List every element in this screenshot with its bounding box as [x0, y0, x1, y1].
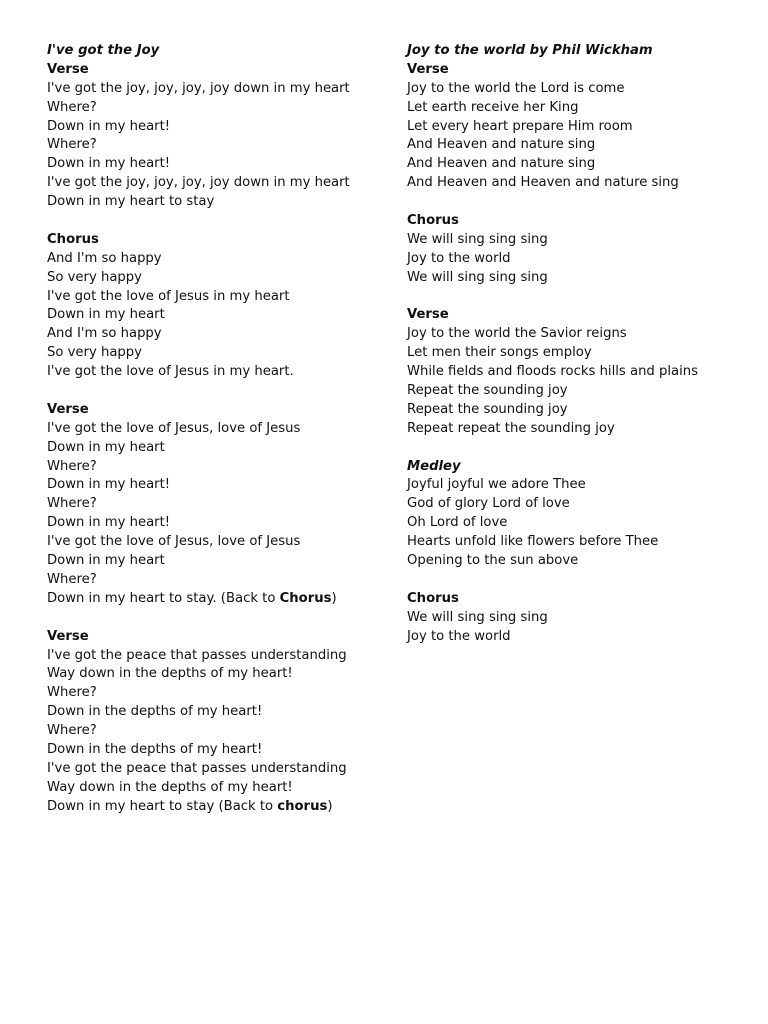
song-right-column	[407, 42, 747, 647]
lyric-line: Down in my heart!	[47, 477, 171, 493]
lyric-line: Where?	[47, 458, 97, 474]
lyric-line: Where?	[47, 685, 97, 701]
chorus-lines	[407, 231, 747, 288]
lyric-line: Where?	[47, 496, 97, 512]
song-title: I've got the Joy	[47, 43, 160, 58]
verse-lines	[47, 420, 387, 609]
section-heading-verse: Verse	[407, 307, 449, 323]
lyric-line: I've got the peace that passes understanding	[47, 760, 347, 776]
section-heading-verse: Verse	[47, 401, 89, 417]
lyric-line: Joy to the world	[407, 628, 511, 644]
lyric-line: Where?	[47, 99, 97, 115]
lyric-line: Let every heart prepare Him room	[407, 118, 633, 134]
lyric-line: Joy to the world the Lord is come	[407, 80, 625, 96]
lyric-line: Oh Lord of love	[407, 515, 508, 531]
lyric-text: Down in my heart to stay. (Back to	[47, 590, 280, 606]
lyric-line: I've got the love of Jesus in my heart	[47, 288, 290, 304]
lyric-line: Down in my heart!	[47, 118, 171, 134]
lyric-line: God of glory Lord of love	[407, 496, 570, 512]
stanza-gap	[407, 288, 747, 307]
stanza-gap	[407, 571, 747, 590]
lyric-line: Joy to the world	[407, 250, 511, 266]
lyric-line: Repeat the sounding joy	[407, 383, 568, 399]
medley-lines	[407, 476, 747, 570]
chorus-lines	[407, 609, 747, 647]
lyric-line: I've got the love of Jesus, love of Jesus	[47, 420, 301, 436]
lyric-line: Down in my heart	[47, 439, 165, 455]
lyric-line: I've got the joy, joy, joy, joy down in my heart	[47, 175, 350, 191]
section-heading-verse: Verse	[47, 628, 89, 644]
lyric-line: We will sing sing sing	[407, 269, 548, 285]
lyric-line: Down in my heart	[47, 307, 165, 323]
lyric-line: Where?	[47, 723, 97, 739]
lyric-line: Down in my heart	[47, 553, 165, 569]
lyric-line: And Heaven and nature sing	[407, 156, 596, 172]
section-heading-verse: Verse	[407, 61, 449, 77]
lyric-line-back-to-chorus	[47, 590, 387, 609]
section-heading-medley: Medley	[407, 458, 461, 474]
lyric-line: So very happy	[47, 269, 142, 285]
lyric-line: I've got the joy, joy, joy, joy down in my heart	[47, 80, 350, 96]
chorus-reference: Chorus	[279, 590, 332, 606]
lyric-line: I've got the love of Jesus in my heart.	[47, 364, 294, 380]
lyric-line: While fields and floods rocks hills and plains	[407, 364, 699, 380]
lyric-line: Down in the depths of my heart!	[47, 741, 263, 757]
stanza-gap	[47, 382, 387, 401]
lyric-line: I've got the peace that passes understanding	[47, 647, 347, 663]
lyric-line: And Heaven and Heaven and nature sing	[407, 175, 679, 191]
lyric-line: Down in the depths of my heart!	[47, 704, 263, 720]
verse-lines	[47, 80, 387, 212]
verse-lines	[407, 80, 747, 193]
lyric-line: Repeat repeat the sounding joy	[407, 420, 615, 436]
lyric-text: Down in my heart to stay (Back to	[47, 798, 278, 814]
lyric-line: We will sing sing sing	[407, 231, 548, 247]
lyric-line: So very happy	[47, 345, 142, 361]
lyric-line: Down in my heart to stay	[47, 194, 215, 210]
lyric-line: Let men their songs employ	[407, 345, 592, 361]
lyric-line: Repeat the sounding joy	[407, 401, 568, 417]
lyric-line: And I'm so happy	[47, 326, 162, 342]
stanza-gap	[47, 212, 387, 231]
song-title: Joy to the world by Phil Wickham	[407, 43, 653, 58]
chorus-lines	[47, 250, 387, 382]
stanza-gap	[407, 439, 747, 458]
lyric-line: Hearts unfold like flowers before Thee	[407, 534, 659, 550]
lyric-line: Down in my heart!	[47, 515, 171, 531]
stanza-gap	[407, 193, 747, 212]
lyric-line-back-to-chorus	[47, 798, 387, 817]
section-heading-chorus: Chorus	[407, 213, 459, 229]
lyric-text: )	[331, 590, 337, 606]
verse-lines	[47, 647, 387, 817]
section-heading-verse: Verse	[47, 61, 89, 77]
lyric-line: Joyful joyful we adore Thee	[407, 477, 586, 493]
lyric-line: We will sing sing sing	[407, 609, 548, 625]
lyric-line: Joy to the world the Savior reigns	[407, 326, 627, 342]
lyric-line: Way down in the depths of my heart!	[47, 666, 293, 682]
section-heading-chorus: Chorus	[407, 590, 459, 606]
chorus-reference: chorus	[277, 798, 328, 814]
lyric-line: Opening to the sun above	[407, 553, 579, 569]
lyric-line: I've got the love of Jesus, love of Jesus	[47, 534, 301, 550]
stanza-gap	[47, 609, 387, 628]
lyric-text: )	[327, 798, 333, 814]
section-heading-chorus: Chorus	[47, 231, 99, 247]
song-left-column	[47, 42, 387, 817]
verse-lines	[407, 325, 747, 438]
lyric-line: Down in my heart!	[47, 156, 171, 172]
lyric-line: Way down in the depths of my heart!	[47, 779, 293, 795]
lyric-line: Where?	[47, 571, 97, 587]
lyric-line: And Heaven and nature sing	[407, 137, 596, 153]
lyric-line: Where?	[47, 137, 97, 153]
lyric-line: Let earth receive her King	[407, 99, 579, 115]
lyric-line: And I'm so happy	[47, 250, 162, 266]
